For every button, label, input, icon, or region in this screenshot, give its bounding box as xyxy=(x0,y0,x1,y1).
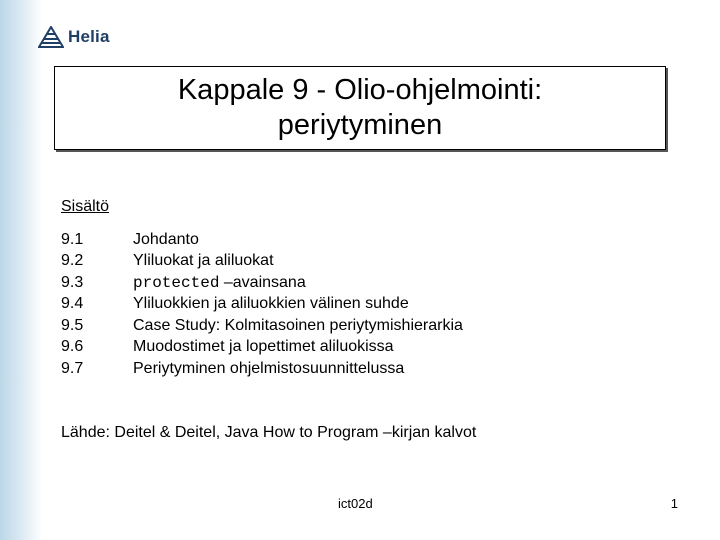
toc-label-code: protected xyxy=(133,273,220,292)
toc-number: 9.2 xyxy=(61,252,84,270)
toc-number: 9.5 xyxy=(61,316,84,334)
contents-heading: Sisältö xyxy=(61,198,110,215)
toc-number: 9.6 xyxy=(61,338,84,356)
toc-label-rest: –avainsana xyxy=(219,273,306,291)
toc-label xyxy=(133,274,306,292)
toc-label: Muodostimet ja lopettimet aliluokissa xyxy=(133,338,394,356)
slide-title-box xyxy=(54,66,666,150)
toc-item xyxy=(61,337,463,359)
toc-label: Yliluokat ja aliluokat xyxy=(133,252,274,270)
helia-logo-icon xyxy=(38,26,64,48)
source-citation: Lähde: Deitel & Deitel, Java How to Program –kirjan kalvot xyxy=(61,424,477,441)
toc-label: Case Study: Kolmitasoinen periytymishierarkia xyxy=(133,316,463,334)
toc-number: 9.4 xyxy=(61,295,84,313)
table-of-contents xyxy=(61,229,463,380)
toc-item xyxy=(61,315,463,337)
toc-item xyxy=(61,272,463,294)
toc-item xyxy=(61,358,463,380)
toc-number: 9.3 xyxy=(61,273,84,291)
toc-label: Johdanto xyxy=(133,230,199,248)
toc-number: 9.1 xyxy=(61,230,84,248)
slide-title: Kappale 9 - Olio-ohjelmointi: periytyminen xyxy=(177,74,543,141)
toc-label: Periytyminen ohjelmistosuunnittelussa xyxy=(133,359,405,377)
footer-course-code: ict02d xyxy=(338,496,373,511)
toc-number: 9.7 xyxy=(61,359,84,377)
page-number: 1 xyxy=(670,496,678,511)
helia-logo xyxy=(38,24,110,50)
left-gradient-band xyxy=(0,0,42,540)
toc-label: Yliluokkien ja aliluokkien välinen suhde xyxy=(133,295,409,313)
toc-item xyxy=(61,251,463,273)
toc-item xyxy=(61,294,463,316)
logo-text: Helia xyxy=(68,27,110,46)
toc-item xyxy=(61,229,463,251)
